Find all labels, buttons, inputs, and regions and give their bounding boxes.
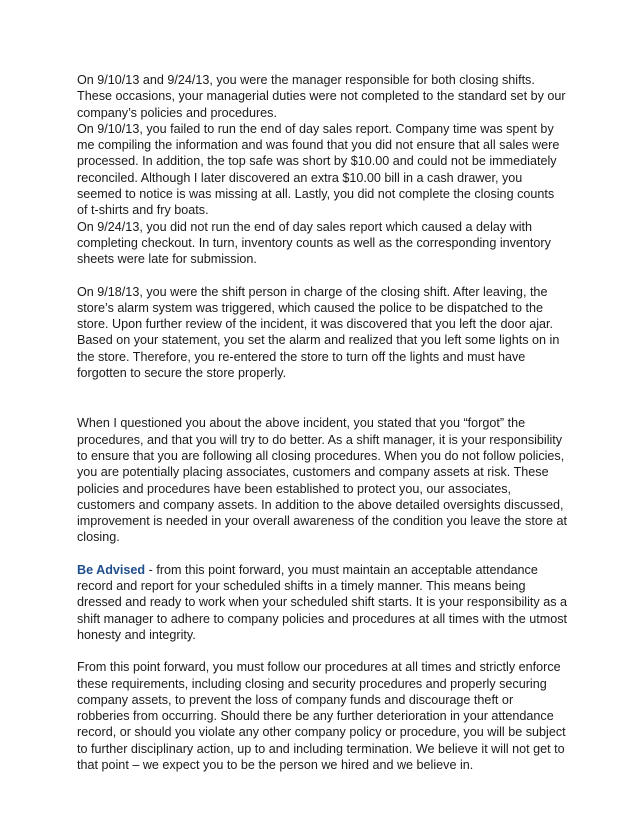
paragraph-spacer: [77, 546, 567, 562]
paragraph-spacer: [77, 643, 567, 659]
text-line: seemed to notice is was missing at all. Lastly, you did not complete the closing counts: [77, 187, 555, 202]
paragraph-spacer: [77, 268, 567, 284]
text-line: me compiling the information and was found that you did not ensure that all sales were: [77, 138, 560, 153]
text-line: to further disciplinary action, up to and including termination. We believe it will not get to: [77, 741, 565, 756]
text-line: On 9/10/13, you failed to run the end of day sales report. Company time was spent by: [77, 121, 554, 136]
text-line: These occasions, your managerial duties were not completed to the standard set by our: [77, 89, 566, 104]
text-line: reconciled. Although I later discovered an extra $10.00 bill in a cash drawer, you: [77, 170, 523, 185]
text-line: customers and company assets. In addition to the above detailed oversights discussed,: [77, 497, 564, 512]
text-line: On 9/10/13 and 9/24/13, you were the manager responsible for both closing shifts.: [77, 73, 535, 87]
text-line: to ensure that you are following all closing procedures. When you do not follow policies,: [77, 448, 565, 463]
text-line: completing checkout. In turn, inventory counts as well as the corresponding inventory: [77, 235, 551, 250]
paragraph-be-advised: [77, 562, 567, 643]
text-line: forgotten to secure the store properly.: [77, 366, 287, 381]
paragraph-questioning: [77, 415, 567, 545]
text-line: On 9/24/13, you did not run the end of day sales report which caused a delay with: [77, 219, 533, 234]
text-line: dressed and ready to work when your scheduled shift starts. It is your responsibility as a: [77, 595, 567, 610]
text-line: these requirements, including closing and security procedures and properly securing: [77, 676, 547, 691]
text-line: policies and procedures have been established to protect you, our associates,: [77, 481, 512, 496]
text-line: record and report for your scheduled shifts in a timely manner. This means being: [77, 579, 526, 594]
text-line: When I questioned you about the above incident, you stated that you “forgot” the: [77, 416, 526, 431]
paragraph-spacer: [77, 381, 567, 415]
text-line: closing.: [77, 530, 120, 545]
paragraph-incident-sept-18: [77, 284, 567, 382]
text-line: of t-shirts and fry boats.: [77, 203, 209, 218]
text-line: processed. In addition, the top safe was short by $10.00 and could not be immediately: [77, 154, 557, 169]
text-line: Based on your statement, you set the alarm and realized that you left some lights on in: [77, 333, 560, 348]
text-line: you are potentially placing associates, customers and company assets at risk. These: [77, 465, 549, 480]
text-line: improvement is needed in your overall awareness of the condition you leave the store at: [77, 514, 568, 529]
text-line: From this point forward, you must follow our procedures at all times and strictly enforce: [77, 660, 561, 675]
text-line: the store. Therefore, you re-entered the store to turn off the lights and must have: [77, 349, 526, 364]
text-line: procedures, and that you will try to do better. As a shift manager, it is your responsibility: [77, 432, 563, 447]
document-page: [77, 72, 567, 773]
be-advised-heading: Be Advised: [77, 562, 146, 577]
text-line: record, or should you violate any other company policy or procedure, you will be subject: [77, 725, 566, 740]
text-line: shift manager to adhere to company policies and procedures at all times with the utmost: [77, 611, 568, 626]
text-line: store. Upon further review of the incident, it was discovered that you left the door ajar.: [77, 317, 554, 332]
text-line: On 9/18/13, you were the shift person in charge of the closing shift. After leaving, the: [77, 284, 548, 299]
text-line: sheets were late for submission.: [77, 252, 257, 267]
paragraph-incidents-sept-10-24: [77, 72, 567, 268]
text-line: honesty and integrity.: [77, 627, 196, 642]
text-line: store’s alarm system was triggered, which caused the police to be dispatched to the: [77, 300, 543, 315]
text-line: that point – we expect you to be the person we hired and we believe in.: [77, 757, 474, 772]
text-line: robberies from occurring. Should there be any further deterioration in your attendance: [77, 709, 554, 724]
be-advised-first-line: - from this point forward, you must maintain an acceptable attendance: [145, 562, 538, 577]
text-line: company’s policies and procedures.: [77, 105, 277, 120]
text-line: company assets, to prevent the loss of company funds and discourage theft or: [77, 692, 514, 707]
paragraph-going-forward: [77, 659, 567, 773]
text-line: [77, 562, 567, 578]
